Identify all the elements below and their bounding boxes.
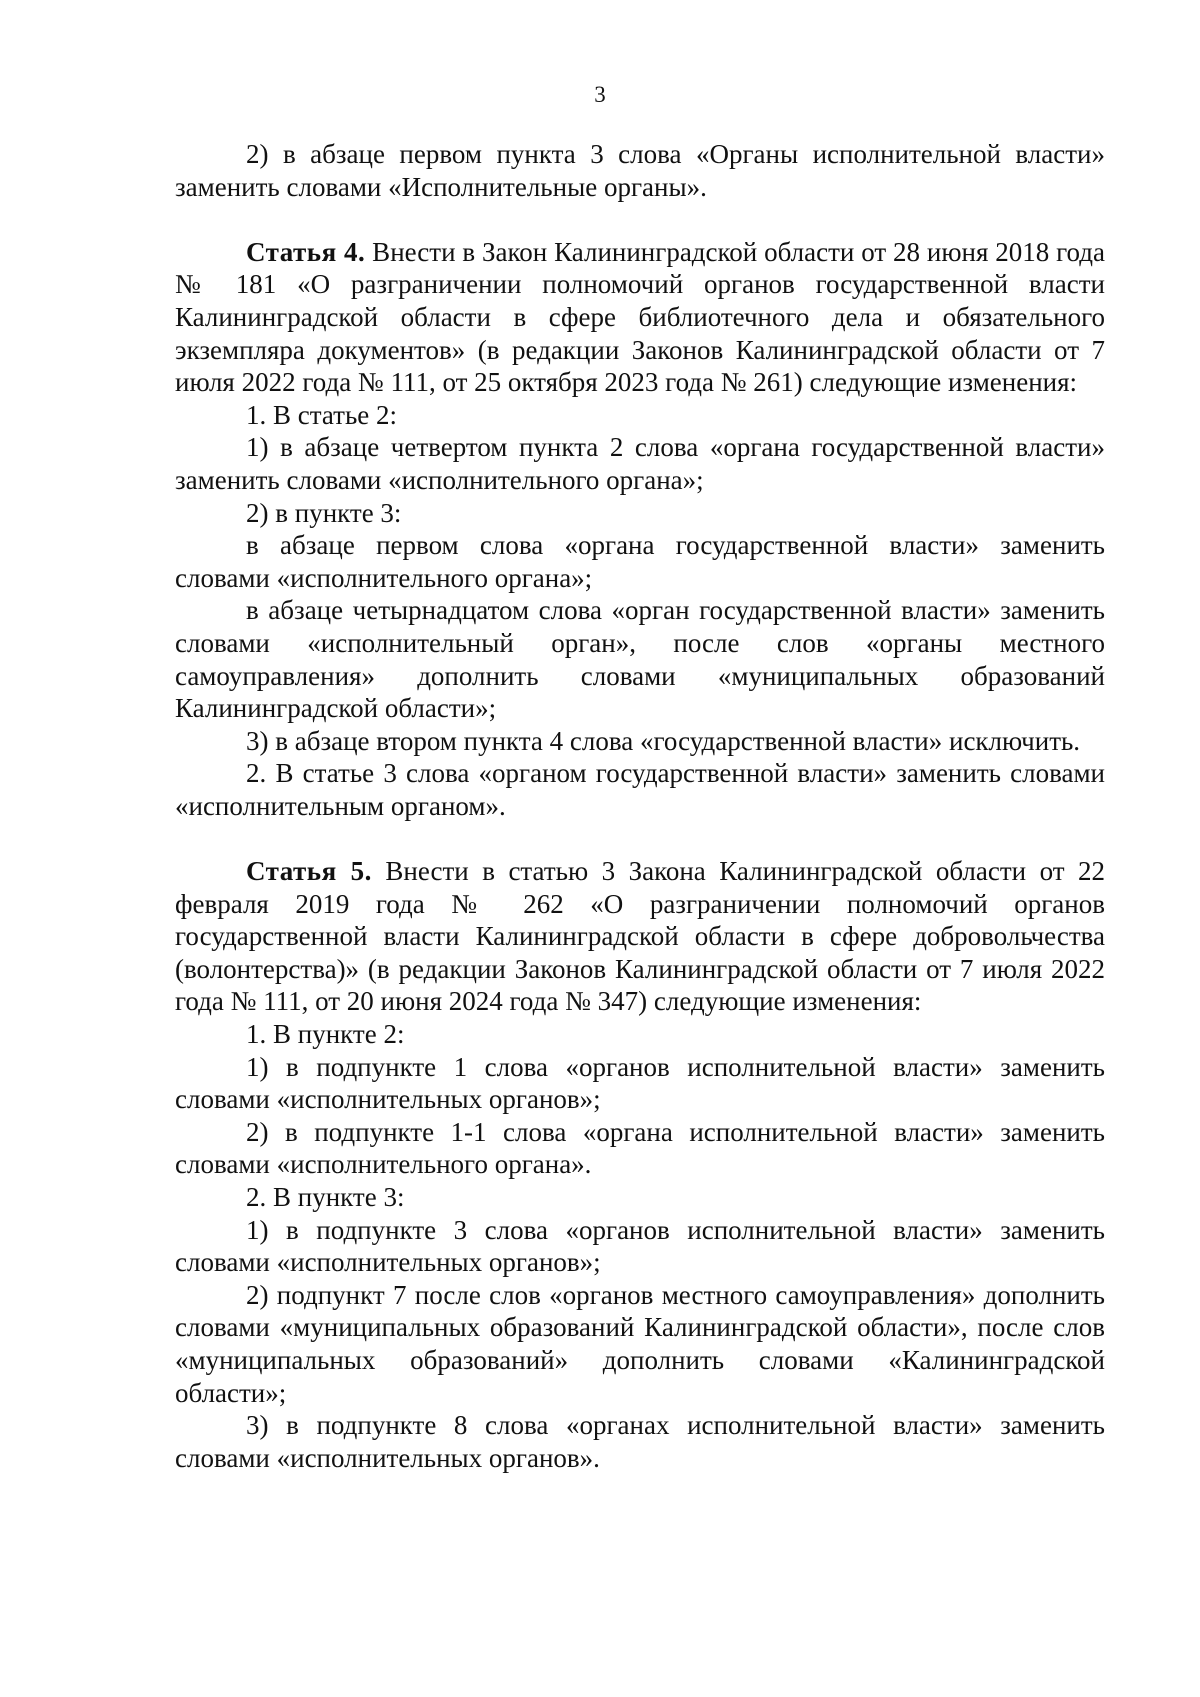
article-5-heading: Статья 5. — [246, 856, 372, 887]
paragraph: в абзаце четырнадцатом слова «орган государственной власти» заменить словами «исполнительный орган», после слов «органы местного самоуправления» дополнить словами «муниципальных образований Калининградской области»; — [175, 595, 1105, 724]
paragraph: 1) в абзаце четвертом пункта 2 слова «органа государственной власти» заменить словами «исполнительного органа»; — [175, 432, 1105, 495]
paragraph: 1) в подпункте 3 слова «органов исполнительной власти» заменить словами «исполнительных органов»; — [175, 1214, 1105, 1278]
paragraph: 1. В статье 2: — [246, 399, 398, 430]
spacer — [175, 203, 1105, 236]
document-body — [175, 138, 1105, 1474]
article-4-paragraph — [175, 236, 1105, 399]
article-5-text: Внести в статью 3 Закона Калининградской области от 22 февраля 2019 года № 262 «О разграничении полномочий органов государственной власти Калининградской области в сфере добровольчества (волонтерства)» (в редакции Законов Калининградской области от 7 июля 2022 года № 111, от 20 июня 2024 года № 347) следующие изменения: — [175, 856, 1105, 1017]
article-4-text: Внести в Закон Калининградской области от 28 июня 2018 года № 181 «О разграничении полномочий органов государственной власти Калининградской области в сфере библиотечного дела и обязательного экземпляра документов» (в редакции Законов Калининградской области от 7 июля 2022 года № 111, от 25 октября 2023 года № 261) следующие изменения: — [175, 236, 1106, 398]
paragraph: 2) подпункт 7 после слов «органов местного самоуправления» дополнить словами «муниципальных образований Калининградской области», после слов «муниципальных образований» дополнить словами «Калининградской области»; — [175, 1279, 1105, 1408]
paragraph: 1. В пункте 2: — [246, 1019, 405, 1050]
article-5-paragraph — [175, 855, 1105, 1018]
paragraph: 1) в подпункте 1 слова «органов исполнительной власти» заменить словами «исполнительных органов»; — [175, 1051, 1105, 1115]
paragraph: 2) в пункте 3: — [246, 497, 402, 528]
paragraph: 3) в подпункте 8 слова «органах исполнительной власти» заменить словами «исполнительных органов». — [175, 1410, 1105, 1473]
paragraph: 2) в абзаце первом пункта 3 слова «Органы исполнительной власти» заменить словами «Исполнительные органы». — [175, 139, 1105, 202]
article-4-heading: Статья 4. — [246, 236, 366, 267]
paragraph: в абзаце первом слова «органа государственной власти» заменить словами «исполнительного органа»; — [175, 530, 1105, 593]
paragraph: 2) в подпункте 1-1 слова «органа исполнительной власти» заменить словами «исполнительного органа». — [175, 1116, 1105, 1180]
paragraph: 3) в абзаце втором пункта 4 слова «государственной власти» исключить. — [246, 725, 1081, 756]
spacer — [175, 822, 1105, 855]
paragraph: 2. В статье 3 слова «органом государственной власти» заменить словами «исполнительным органом». — [175, 758, 1105, 821]
paragraph: 2. В пункте 3: — [246, 1182, 405, 1212]
page-number: 3 — [594, 82, 606, 107]
